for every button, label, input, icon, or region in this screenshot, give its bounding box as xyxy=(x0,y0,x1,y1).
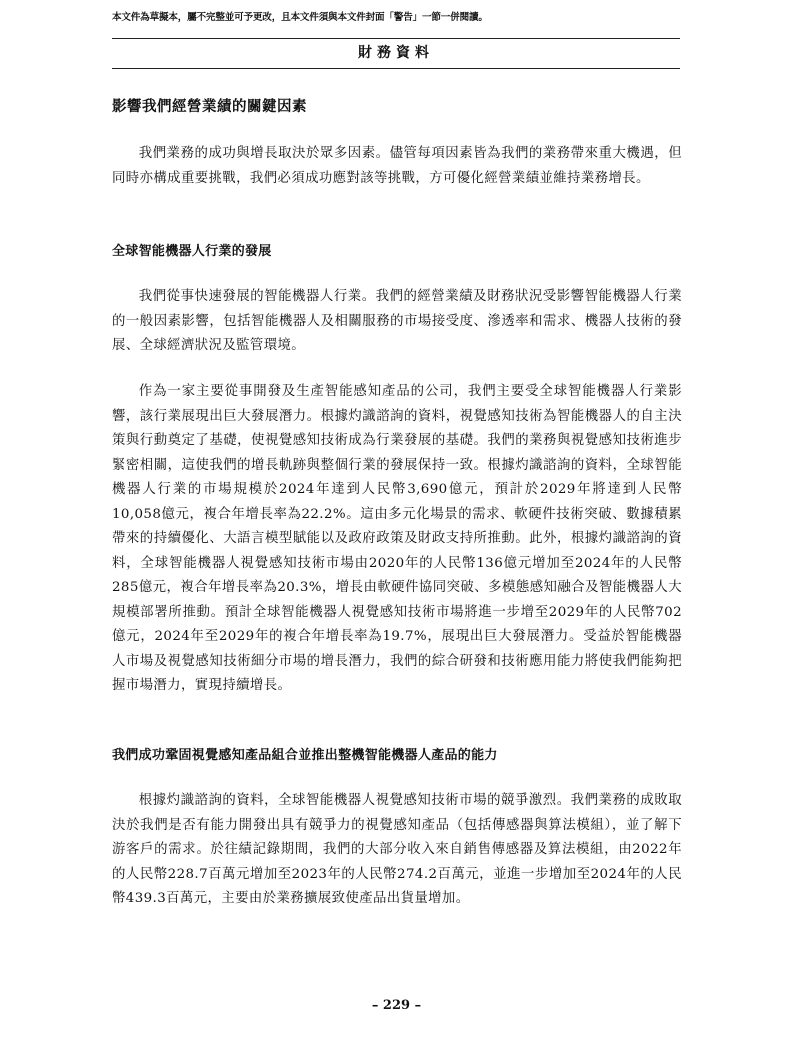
industry-heading: 全球智能機器人行業的發展 xyxy=(112,244,272,259)
intro-paragraph: 我們業務的成功與增長取決於眾多因素。儘管每項因素皆為我們的業務帶來重大機遇，但同時亦構成重要挑戰，我們必須成功應對該等挑戰，方可優化經營業績並維持業務增長。 xyxy=(112,146,682,186)
header-rule-bottom xyxy=(112,68,680,69)
industry-paragraph-1: 我們從事快速發展的智能機器人行業。我們的經營業績及財務狀況受影響智能機器人行業的一般因素影響，包括智能機器人及相關服務的市場接受度、滲透率和需求、機器人技術的發展、全球經濟狀況及監管環境。 xyxy=(112,289,682,353)
header-rule-top xyxy=(112,38,680,39)
portfolio-paragraph: 根據灼識諮詢的資料，全球智能機器人視覺感知技術市場的競爭激烈。我們業務的成敗取決於我們是否有能力開發出具有競爭力的視覺感知產品（包括傳感器與算法模組），並了解下游客戶的需求。於往績記錄期間，我們的大部分收入來自銷售傳感器及算法模組，由2022年的人民幣228.7百萬元增加至2023年的人民幣274.2百萬元，並進一步增加至2024年的人民幣439.3百萬元，主要由於業務擴展致使產品出貨量增加。 xyxy=(112,793,682,906)
page-number: – 229 – xyxy=(371,998,422,1013)
main-heading: 影響我們經營業績的關鍵因素 xyxy=(112,99,307,115)
draft-disclaimer: 本文件為草擬本，屬不完整並可予更改，且本文件須與本文件封面「警告」一節一併閱讀。 xyxy=(112,12,488,23)
section-title: 財務資料 xyxy=(358,45,434,61)
industry-paragraph-2: 作為一家主要從事開發及生產智能感知產品的公司，我們主要受全球智能機器人行業影響，該行業展現出巨大發展潛力。根據灼識諮詢的資料，視覺感知技術為智能機器人的自主決策與行動奠定了基礎，使視覺感知技術成為行業發展的基礎。我們的業務與視覺感知技術進步緊密相關，這使我們的增長軌跡與整個行業的發展保持一致。根據灼識諮詢的資料，全球智能機器人行業的市場規模於2024年達到人民幣3,690億元，預計於2029年將達到人民幣10,058億元，複合年增長率為22.2%。這由多元化場景的需求、軟硬件技術突破、數據積累帶來的持續優化、大語言模型賦能以及政府政策及財政支持所推動。此外，根據灼識諮詢的資料，全球智能機器人視覺感知技術市場由2020年的人民幣136億元增加至2024年的人民幣285億元，複合年增長率為20.3%，增長由軟硬件協同突破、多模態感知融合及智能機器人大規模部署所推動。預計全球智能機器人視覺感知技術市場將進一步增至2029年的人民幣702億元，2024年至2029年的複合年增長率為19.7%，展現出巨大發展潛力。受益於智能機器人市場及視覺感知技術細分市場的增長潛力，我們的綜合研發和技術應用能力將使我們能夠把握市場潛力，實現持續增長。 xyxy=(112,384,682,693)
portfolio-heading: 我們成功鞏固視覺感知產品組合並推出整機智能機器人產品的能力 xyxy=(112,748,498,763)
